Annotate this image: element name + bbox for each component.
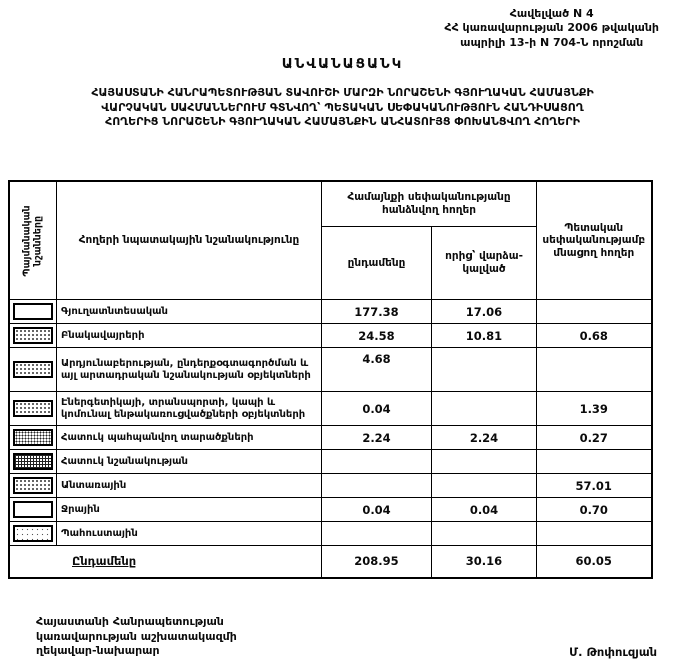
document-subtitle <box>0 86 685 130</box>
grand-total-community: 208.95 <box>322 546 432 578</box>
annex-line-3: ապրիլի 13-ի N 704-Ն որոշման <box>460 35 644 49</box>
land-category-name: Բնակավայրերի <box>57 324 322 348</box>
header-community-group: Համայնքի սեփականությանը հանձնվող հողեր <box>322 181 537 227</box>
state-value <box>537 348 652 392</box>
total-row <box>9 546 652 578</box>
annex-reference <box>444 7 659 50</box>
state-value: 1.39 <box>537 392 652 426</box>
land-category-name: Հատուկ պահպանվող տարածքների <box>57 426 322 450</box>
community-total-value: 0.04 <box>322 498 432 522</box>
land-transfer-table <box>8 180 653 579</box>
community-leased-value <box>432 348 537 392</box>
state-value: 0.70 <box>537 498 652 522</box>
land-category-name: Արդյունաբերության, ընդերքօգտագործման և այլ արտադրական նշանակության օբյեկտների <box>57 348 322 392</box>
legend-swatch <box>13 453 53 470</box>
subtitle-line-3: ՀՈՂԵՐԻՑ ՆՈՐԱՇԵՆԻ ԳՅՈՒՂԱԿԱՆ ՀԱՄԱՅՆՔԻՆ ԱՆՀԱՏՈՒՅՑ ՓՈԽԱՆՑՎՈՂ ՀՈՂԵՐԻ <box>105 115 580 129</box>
community-leased-value <box>432 450 537 474</box>
land-category-name: Գյուղատնտեսական <box>57 300 322 324</box>
legend-swatch <box>13 303 53 320</box>
land-category-name: Պահուստային <box>57 522 322 546</box>
grand-total-leased: 30.16 <box>432 546 537 578</box>
community-leased-value <box>432 474 537 498</box>
community-leased-value: 0.04 <box>432 498 537 522</box>
legend-swatch <box>13 525 53 542</box>
signatory-title-block <box>36 615 237 659</box>
header-community-leased: որից՝ վարձակալված <box>432 227 537 300</box>
state-value: 0.27 <box>537 426 652 450</box>
community-leased-value: 17.06 <box>432 300 537 324</box>
total-label: Ընդամենը <box>9 546 322 578</box>
subtitle-line-2: ՎԱՐՉԱԿԱՆ ՍԱՀՄԱՆՆԵՐՈՒՄ ԳՏՆՎՈՂ՝ ՊԵՏԱԿԱՆ ՍԵՓԱԿԱՆՈՒԹՅՈՒՆ ՀԱՆԴԻՍԱՑՈՂ <box>101 100 584 114</box>
land-category-name: Անտառային <box>57 474 322 498</box>
legend-swatch <box>13 477 53 494</box>
page-title: ԱՆՎԱՆԱՑԱՆԿ <box>281 56 404 72</box>
community-total-value <box>322 522 432 546</box>
table-row <box>9 300 652 324</box>
community-total-value <box>322 474 432 498</box>
table-row <box>9 522 652 546</box>
table-row <box>9 348 652 392</box>
state-value <box>537 300 652 324</box>
header-state: Պետական սեփականությամբ մնացող հողեր <box>537 181 652 300</box>
legend-swatch <box>13 501 53 518</box>
community-total-value: 0.04 <box>322 392 432 426</box>
header-community-total: ընդամենը <box>322 227 432 300</box>
grand-total-state: 60.05 <box>537 546 652 578</box>
land-category-name: Էներգետիկայի, տրանսպորտի, կապի և կոմունալ ենթակառուցվածքների օբյեկտների <box>57 392 322 426</box>
table-row <box>9 498 652 522</box>
community-total-value: 4.68 <box>322 348 432 392</box>
community-leased-value <box>432 522 537 546</box>
signatory-name: Մ. Թոփուզյան <box>569 645 657 659</box>
state-value <box>537 522 652 546</box>
legend-swatch <box>13 400 53 417</box>
land-category-name: Ջրային <box>57 498 322 522</box>
community-total-value: 2.24 <box>322 426 432 450</box>
table-row <box>9 474 652 498</box>
table-row <box>9 426 652 450</box>
header-symbols-label: Պայմանական նշանները <box>21 204 44 277</box>
community-total-value: 24.58 <box>322 324 432 348</box>
legend-swatch <box>13 361 53 378</box>
community-leased-value: 2.24 <box>432 426 537 450</box>
legend-swatch <box>13 327 53 344</box>
signatory-line-1: Հայաստանի Հանրապետության <box>36 615 224 628</box>
state-value: 57.01 <box>537 474 652 498</box>
table-row <box>9 450 652 474</box>
legend-swatch <box>13 429 53 446</box>
community-total-value <box>322 450 432 474</box>
annex-line-1: Հավելված N 4 <box>509 7 594 20</box>
table-row <box>9 392 652 426</box>
table-row <box>9 324 652 348</box>
community-total-value: 177.38 <box>322 300 432 324</box>
header-purpose: Հողերի նպատակային նշանակությունը <box>57 181 322 300</box>
state-value: 0.68 <box>537 324 652 348</box>
header-symbols <box>9 181 57 300</box>
annex-line-2: ՀՀ կառավարության 2006 թվականի <box>444 21 659 35</box>
land-category-name: Հատուկ նշանակության <box>57 450 322 474</box>
subtitle-line-1: ՀԱՅԱՍՏԱՆԻ ՀԱՆՐԱՊԵՏՈՒԹՅԱՆ ՏԱՎՈՒՇԻ ՄԱՐԶԻ ՆՈՐԱՇԵՆԻ ԳՅՈՒՂԱԿԱՆ ՀԱՄԱՅՆՔԻ <box>91 86 594 99</box>
signatory-line-2: կառավարության աշխատակազմի <box>36 629 237 643</box>
signatory-line-3: ղեկավար-նախարար <box>36 644 160 658</box>
community-leased-value <box>432 392 537 426</box>
community-leased-value: 10.81 <box>432 324 537 348</box>
state-value <box>537 450 652 474</box>
